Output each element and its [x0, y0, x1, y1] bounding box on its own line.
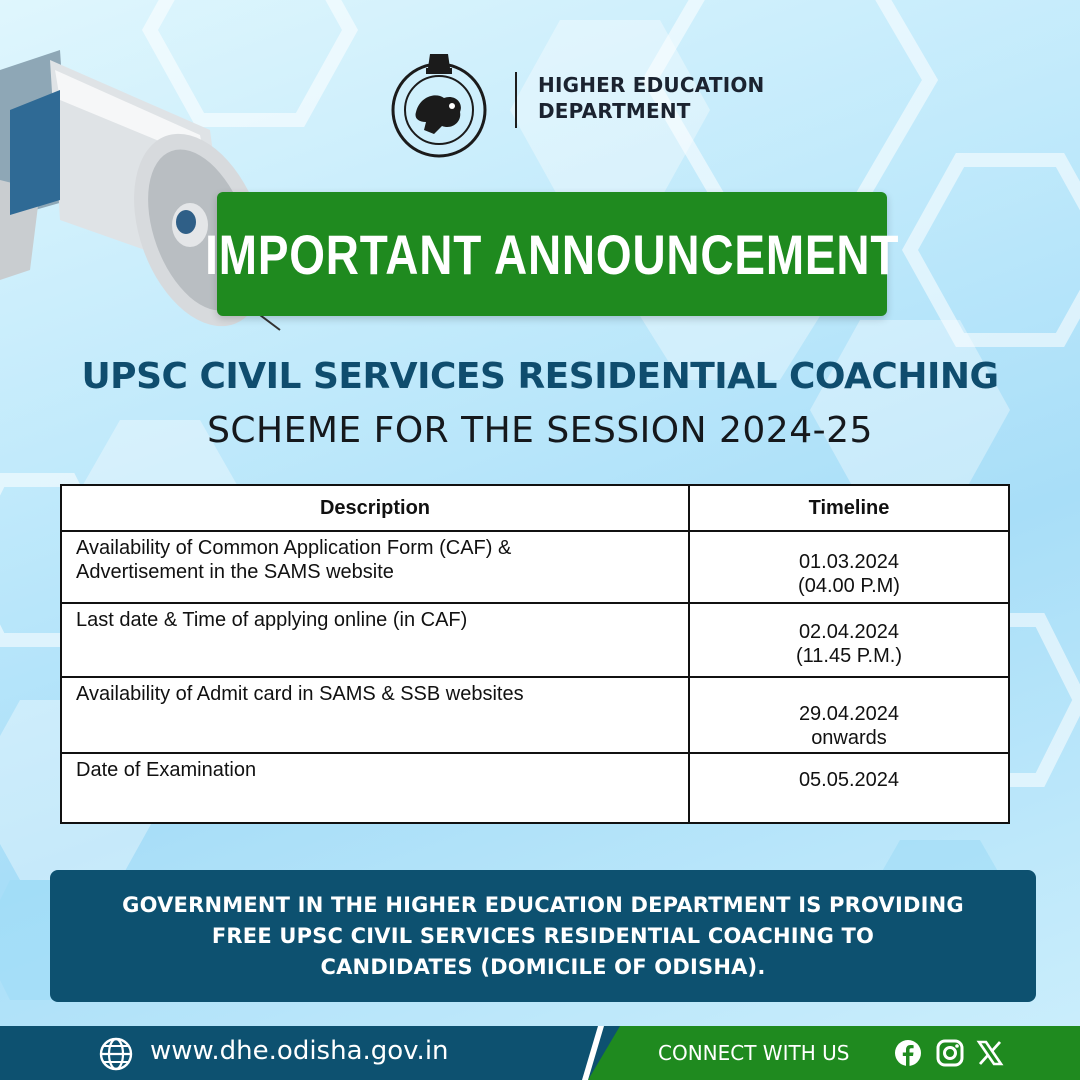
- timeline-date: 05.05.2024: [798, 769, 900, 791]
- facebook-icon[interactable]: [894, 1039, 922, 1067]
- table-cell-timeline: [689, 753, 1009, 823]
- connect-label: CONNECT WITH US: [658, 1041, 850, 1065]
- instagram-icon[interactable]: [936, 1039, 964, 1067]
- info-text-line: GOVERNMENT IN THE HIGHER EDUCATION DEPARTMENT IS PROVIDING: [122, 892, 964, 917]
- header-divider: [515, 72, 517, 128]
- scheme-title: UPSC CIVIL SERVICES RESIDENTIAL COACHING: [81, 356, 999, 397]
- department-title-line1: HIGHER EDUCATION: [538, 73, 765, 97]
- timeline-date: 29.04.2024: [798, 703, 900, 725]
- timeline-date: 02.04.2024: [798, 621, 900, 643]
- table-cell-timeline: [689, 531, 1009, 603]
- info-box: [50, 870, 1036, 1002]
- announcement-banner: [204, 192, 900, 316]
- table-row: [61, 531, 1009, 603]
- table-cell-description: [61, 753, 689, 823]
- table-row: [61, 603, 1009, 677]
- website-link[interactable]: www.dhe.odisha.gov.in: [150, 1036, 449, 1066]
- description-line: Last date & Time of applying online (in CAF): [76, 609, 468, 631]
- timeline-table: [60, 484, 1010, 824]
- footer: [0, 1026, 1080, 1080]
- odisha-emblem-logo: [378, 50, 500, 158]
- announcement-banner-text: IMPORTANT ANNOUNCEMENT: [204, 222, 900, 286]
- table-cell-description: [61, 603, 689, 677]
- info-text-line: CANDIDATES (DOMICILE OF ODISHA).: [320, 954, 766, 979]
- table-row: [61, 677, 1009, 753]
- description-line: Availability of Common Application Form (CAF) &: [76, 537, 512, 559]
- description-line: Availability of Admit card in SAMS & SSB websites: [76, 683, 524, 705]
- table-cell-timeline: [689, 677, 1009, 753]
- table-cell-timeline: [689, 603, 1009, 677]
- info-text-line: FREE UPSC CIVIL SERVICES RESIDENTIAL COACHING TO: [211, 923, 875, 948]
- table-cell-description: [61, 531, 689, 603]
- department-title-line2: DEPARTMENT: [538, 99, 691, 123]
- table-header-description: Description: [61, 485, 689, 531]
- table-cell-description: [61, 677, 689, 753]
- description-line: Advertisement in the SAMS website: [76, 561, 394, 583]
- description-line: Date of Examination: [76, 759, 257, 781]
- table-header-timeline: Timeline: [689, 485, 1009, 531]
- timeline-time: (04.00 P.M): [798, 575, 900, 597]
- table-header-row: [61, 485, 1009, 531]
- table-row: [61, 753, 1009, 823]
- timeline-time: onwards: [811, 727, 887, 749]
- timeline-time: (11.45 P.M.): [796, 645, 902, 667]
- timeline-date: 01.03.2024: [798, 551, 900, 573]
- info-text: [93, 890, 993, 983]
- department-title: [538, 72, 798, 124]
- scheme-subtitle: SCHEME FOR THE SESSION 2024-25: [207, 410, 873, 451]
- globe-icon: [98, 1036, 134, 1072]
- x-icon[interactable]: [976, 1039, 1004, 1067]
